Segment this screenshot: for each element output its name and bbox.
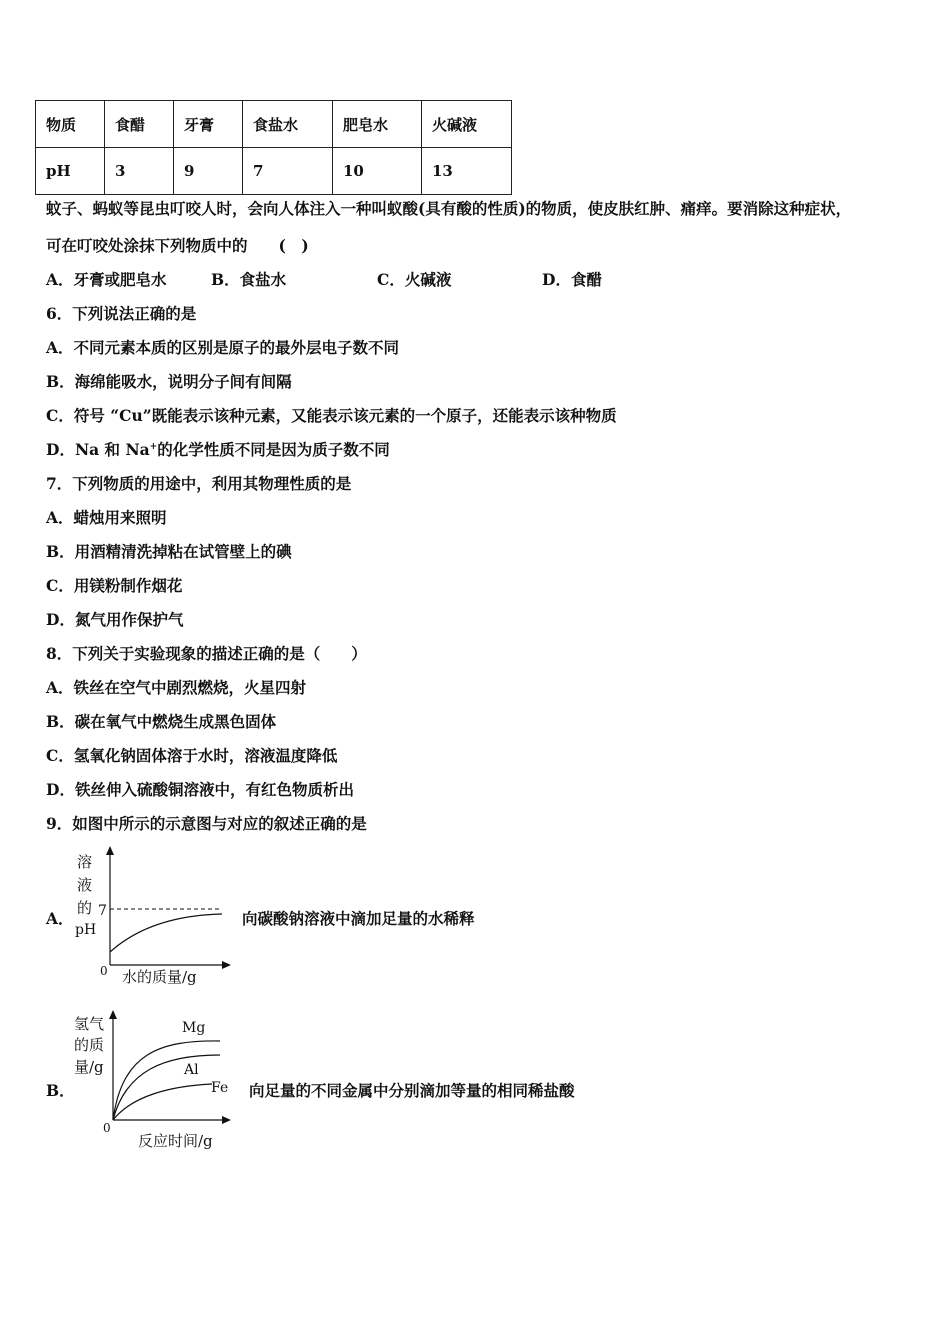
q8-option-b: B．碳在氧气中燃烧生成黑色固体 xyxy=(46,712,277,731)
table-cell: 9 xyxy=(174,148,243,195)
q6-option-b: B．海绵能吸水，说明分子间有间隔 xyxy=(46,372,292,391)
q5-option-b: B．食盐水 xyxy=(211,270,287,289)
y-axis-arrow xyxy=(106,846,114,855)
q7-option-b: B．用酒精清洗掉粘在试管壁上的碘 xyxy=(46,542,292,561)
q8-option-a: A．铁丝在空气中剧烈燃烧，火星四射 xyxy=(46,678,307,697)
y-axis-arrow xyxy=(109,1010,117,1019)
ph-curve xyxy=(110,914,222,952)
a-ylabel-4: pH xyxy=(75,922,97,938)
b-ylabel-2: 的质 xyxy=(74,1036,105,1054)
mg-curve xyxy=(113,1041,220,1120)
q6-d-suffix: 的化学性质不同是因为质子数不同 xyxy=(157,440,390,459)
q9-option-a-label: A． xyxy=(46,909,74,928)
q6-d-prefix: D．Na 和 Na xyxy=(46,440,150,459)
q5-option-d: D．食醋 xyxy=(542,270,602,289)
b-xlabel: 反应时间/g xyxy=(138,1132,213,1150)
table-cell: 火碱液 xyxy=(422,101,512,148)
table-cell: 食醋 xyxy=(105,101,174,148)
a-origin: 0 xyxy=(100,964,108,978)
al-label: Al xyxy=(184,1062,199,1078)
q9-a-graph xyxy=(70,845,240,990)
q5-stem-line2: 可在叮咬处涂抹下列物质中的 ( ) xyxy=(46,236,309,255)
al-curve xyxy=(113,1055,220,1120)
a-ylabel-2: 液 xyxy=(77,876,93,894)
q6-option-c: C．符号 “Cu”既能表示该种元素，又能表示该元素的一个原子，还能表示该种物质 xyxy=(46,406,617,425)
table-cell: 物质 xyxy=(36,101,105,148)
q7-stem: 7．下列物质的用途中，利用其物理性质的是 xyxy=(46,474,352,493)
q7-option-a: A．蜡烛用来照明 xyxy=(46,508,167,527)
q6-option-a: A．不同元素本质的区别是原子的最外层电子数不同 xyxy=(46,338,400,357)
a-xlabel: 水的质量/g xyxy=(122,968,197,986)
a-ytick-7: 7 xyxy=(98,903,107,919)
x-axis-arrow xyxy=(222,961,231,969)
a-ylabel-3: 的 xyxy=(77,899,93,917)
q7-option-d: D．氮气用作保护气 xyxy=(46,610,184,629)
ph-table xyxy=(35,100,512,195)
q9-stem: 9．如图中所示的示意图与对应的叙述正确的是 xyxy=(46,814,367,833)
q9-b-graph xyxy=(70,1008,240,1153)
q5-stem-line1: 蚊子、蚂蚁等昆虫叮咬人时，会向人体注入一种叫蚁酸(具有酸的性质)的物质，使皮肤红肿、痛痒。要消除这种症状， xyxy=(46,199,852,218)
q6-d-superscript: + xyxy=(149,441,158,452)
a-ylabel-1: 溶 xyxy=(77,853,93,871)
table-cell: 3 xyxy=(105,148,174,195)
table-cell: 10 xyxy=(333,148,422,195)
x-axis-arrow xyxy=(222,1116,231,1124)
table-cell: 肥皂水 xyxy=(333,101,422,148)
q5-option-c: C．火碱液 xyxy=(377,270,452,289)
q6-option-d xyxy=(46,440,390,460)
table-cell: 13 xyxy=(422,148,512,195)
q8-stem: 8．下列关于实验现象的描述正确的是（ ） xyxy=(46,644,367,663)
table-row xyxy=(36,101,512,148)
table-cell: 牙膏 xyxy=(174,101,243,148)
q5-option-a: A．牙膏或肥皂水 xyxy=(46,270,167,289)
q8-option-c: C．氢氧化钠固体溶于水时，溶液温度降低 xyxy=(46,746,338,765)
q7-option-c: C．用镁粉制作烟花 xyxy=(46,576,183,595)
table-row xyxy=(36,148,512,195)
table-cell: pH xyxy=(36,148,105,195)
q9-option-b-desc: 向足量的不同金属中分别滴加等量的相同稀盐酸 xyxy=(249,1081,575,1100)
fe-label: Fe xyxy=(211,1080,229,1096)
fe-curve xyxy=(113,1084,212,1120)
table-cell: 食盐水 xyxy=(243,101,333,148)
b-ylabel-1: 氢气 xyxy=(74,1015,105,1033)
b-origin: 0 xyxy=(103,1121,111,1135)
q8-option-d: D．铁丝伸入硫酸铜溶液中，有红色物质析出 xyxy=(46,780,354,799)
q9-option-a-desc: 向碳酸钠溶液中滴加足量的水稀释 xyxy=(242,909,475,928)
b-ylabel-3: 量/g xyxy=(74,1058,104,1076)
q9-option-b-label: B． xyxy=(46,1081,75,1100)
q6-stem: 6．下列说法正确的是 xyxy=(46,304,197,323)
table-cell: 7 xyxy=(243,148,333,195)
mg-label: Mg xyxy=(182,1020,206,1036)
